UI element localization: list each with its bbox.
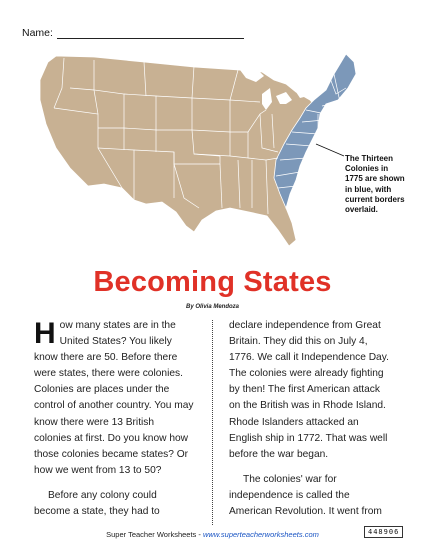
article-byline: By Olivia Mendoza [185,304,239,310]
article-column-left [34,318,194,520]
footer-site-name: Super Teacher Worksheets - [106,530,203,539]
name-field [22,27,244,39]
article-column-right [229,318,394,520]
article-title: Becoming States [93,266,332,298]
drop-cap: H [34,317,56,350]
paragraph-independence: declare independence from Great Britain. They did this on July 4, 1776. We call it Independence Day. The colonies were already fighting by then! The first American attack on the British was in Rhode Island. Rhode Islanders attacked an English ship in 1772. That was well before the war began. [229,320,389,460]
worksheet-code: 448906 [364,526,403,538]
name-label: Name: [22,27,53,39]
caption-pointer [316,144,344,156]
name-blank-line[interactable] [57,28,244,39]
paragraph-intro [34,318,194,479]
paragraph-independence-start: Before any colony could become a state, they had to [34,489,160,518]
footer-url-link[interactable]: www.superteacherworksheets.com [202,530,319,539]
us-map [34,48,364,258]
us-land [40,56,317,246]
footer [0,530,425,539]
paragraph-intro-text: ow many states are in the United States? You likely know there are 50. Before there were states, there were colonies. Colonies are places under the control of another country. You may know there were 13 British colonies at first. Do you know how those colonies became states? Or how we went from 13 to 50? [34,320,194,476]
paragraph-revolution: The colonies' war for independence is called the American Revolution. It went from [229,473,382,518]
column-divider [212,320,213,525]
map-caption: The Thirteen Colonies in 1775 are shown in blue, with current borders overlaid. [345,154,405,215]
